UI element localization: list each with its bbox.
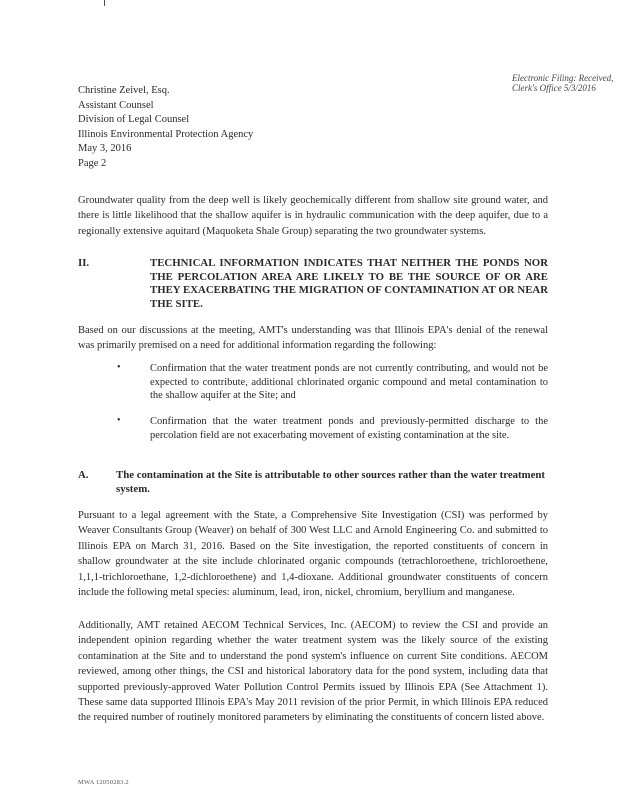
section-ii-heading: TECHNICAL INFORMATION INDICATES THAT NEITHER THE PONDS NOR THE PERCOLATION AREA ARE LIKELY TO BE THE SOURCE OF OR ARE THEY EXACERBATING THE MIGRATION OF CONTAMINATION AT OR NEAR THE SITE. [150,257,548,310]
recipient-agency: Illinois Environmental Protection Agency [78,128,254,140]
section-a-number: A. [78,469,89,481]
page-number: Page 2 [78,157,107,169]
address-block [78,84,253,172]
letter-date: May 3, 2016 [78,143,132,155]
document-footer-id: MWA 12050283.2 [78,779,129,786]
section-a-heading: The contamination at the Site is attributable to other sources rather than the water treatment system. [116,469,546,495]
recipient-name: Christine Zeivel, Esq. [78,85,170,96]
bullet-marker: • [117,415,121,426]
meeting-paragraph: Based on our discussions at the meeting, AMT's understanding was that Illinois EPA's denial of the renewal was primarily premised on a need for additional information regarding the following: [78,325,548,352]
recipient-title: Assistant Counsel [78,99,154,111]
intro-paragraph: Groundwater quality from the deep well is likely geochemically different from shallow site ground water, and there is little likelihood that the shallow aquifer is in hydraulic communication with the deep aquifer, due to a regionally extensive aquitard (Maquoketa Shale Group) separating the two groundwater systems. [78,195,548,237]
bullet-item: Confirmation that the water treatment ponds and previously-permitted discharge to the percolation field are not exacerbating movement of existing contamination at the site. [150,416,548,441]
aecom-paragraph: Additionally, AMT retained AECOM Technical Services, Inc. (AECOM) to review the CSI and provide an independent opinion regarding whether the water treatment system was the likely source of the existing contamination at the Site and to understand the pond system's influence on current Site conditions. AECOM reviewed, among other things, the CSI and historical laboratory data for the pond system, including data that supported previously-approved Water Pollution Control Permits issued by Illinois EPA (See Attachment 1). These same data supported Illinois EPA's May 2011 revision of the prior Permit, in which Illinois EPA reduced the required number of routinely monitored parameters by eliminating the constituents of concern listed above. [78,620,548,724]
bullet-item: Confirmation that the water treatment ponds are not currently contributing, and would not be expected to contribute, additional chlorinated organic compound and metal contamination to the shallow aquifer at the Site; and [150,363,548,402]
section-ii-number: II. [78,257,90,269]
csi-paragraph: Pursuant to a legal agreement with the State, a Comprehensive Site Investigation (CSI) was performed by Weaver Consultants Group (Weaver) on behalf of 300 West LLC and Arnold Engineering Co. and submitted to Illinois EPA on March 31, 2016. Based on the Site investigation, the reported constituents of concern in shallow groundwater at the site include chlorinated organic compounds (tetrachloroethene, trichloroethene, 1,1,1-trichloroethane, 1,2-dichloroethene) and 1,4-dioxane. Additional groundwater constituents of concern include the following metal species: aluminum, lead, iron, nickel, chromium, beryllium and manganese. [78,510,548,599]
scan-mark [104,0,105,6]
recipient-division: Division of Legal Counsel [78,114,190,126]
filing-stamp: Electronic Filing: Received, Clerk's Office 5/3/2016 [512,73,614,93]
bullet-marker: • [117,362,121,373]
